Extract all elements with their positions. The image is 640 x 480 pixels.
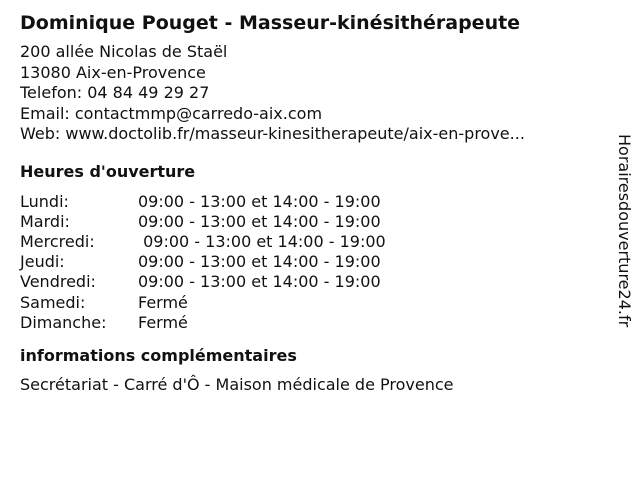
day-label: Mercredi:	[20, 231, 95, 251]
day-label: Vendredi:	[20, 272, 96, 292]
hours-row-sunday	[20, 313, 595, 333]
hours-row-monday	[20, 192, 595, 212]
opening-hours-table	[20, 192, 595, 333]
time-value: 09:00 - 13:00 et 14:00 - 19:00	[138, 191, 381, 211]
listing-card	[20, 10, 595, 395]
info-text: Secrétariat - Carré d'Ô - Maison médicale de Provence	[20, 374, 454, 394]
time-value: 09:00 - 13:00 et 14:00 - 19:00	[138, 272, 381, 292]
hours-row-saturday	[20, 293, 595, 313]
hours-row-wednesday	[20, 232, 595, 252]
info-heading: informations complémentaires	[20, 345, 297, 365]
contact-block	[20, 42, 595, 145]
day-label: Samedi:	[20, 292, 86, 312]
hours-heading: Heures d'ouverture	[20, 161, 196, 181]
time-value: Fermé	[138, 312, 188, 332]
day-label: Jeudi:	[20, 252, 65, 272]
day-label: Dimanche:	[20, 312, 107, 332]
city-address: 13080 Aix-en-Provence	[20, 62, 206, 82]
phone-line: Telefon: 04 84 49 29 27	[20, 83, 210, 102]
time-value: 09:00 - 13:00 et 14:00 - 19:00	[138, 231, 386, 251]
brand-watermark: Horairesdouverture24.fr	[615, 134, 634, 328]
time-value: 09:00 - 13:00 et 14:00 - 19:00	[138, 211, 381, 231]
business-title: Dominique Pouget - Masseur-kinésithérapeute	[20, 12, 521, 34]
street-address: 200 allée Nicolas de Staël	[20, 42, 228, 61]
hours-row-friday	[20, 272, 595, 292]
brand-sidebar	[612, 134, 636, 374]
email-line: Email: contactmmp@carredo-aix.com	[20, 103, 323, 123]
day-label: Mardi:	[20, 211, 70, 231]
hours-row-tuesday	[20, 212, 595, 232]
hours-row-thursday	[20, 252, 595, 272]
day-label: Lundi:	[20, 191, 69, 211]
web-line: Web: www.doctolib.fr/masseur-kinesitherapeute/aix-en-prove...	[20, 124, 525, 143]
time-value: Fermé	[138, 292, 188, 312]
time-value: 09:00 - 13:00 et 14:00 - 19:00	[138, 252, 381, 272]
